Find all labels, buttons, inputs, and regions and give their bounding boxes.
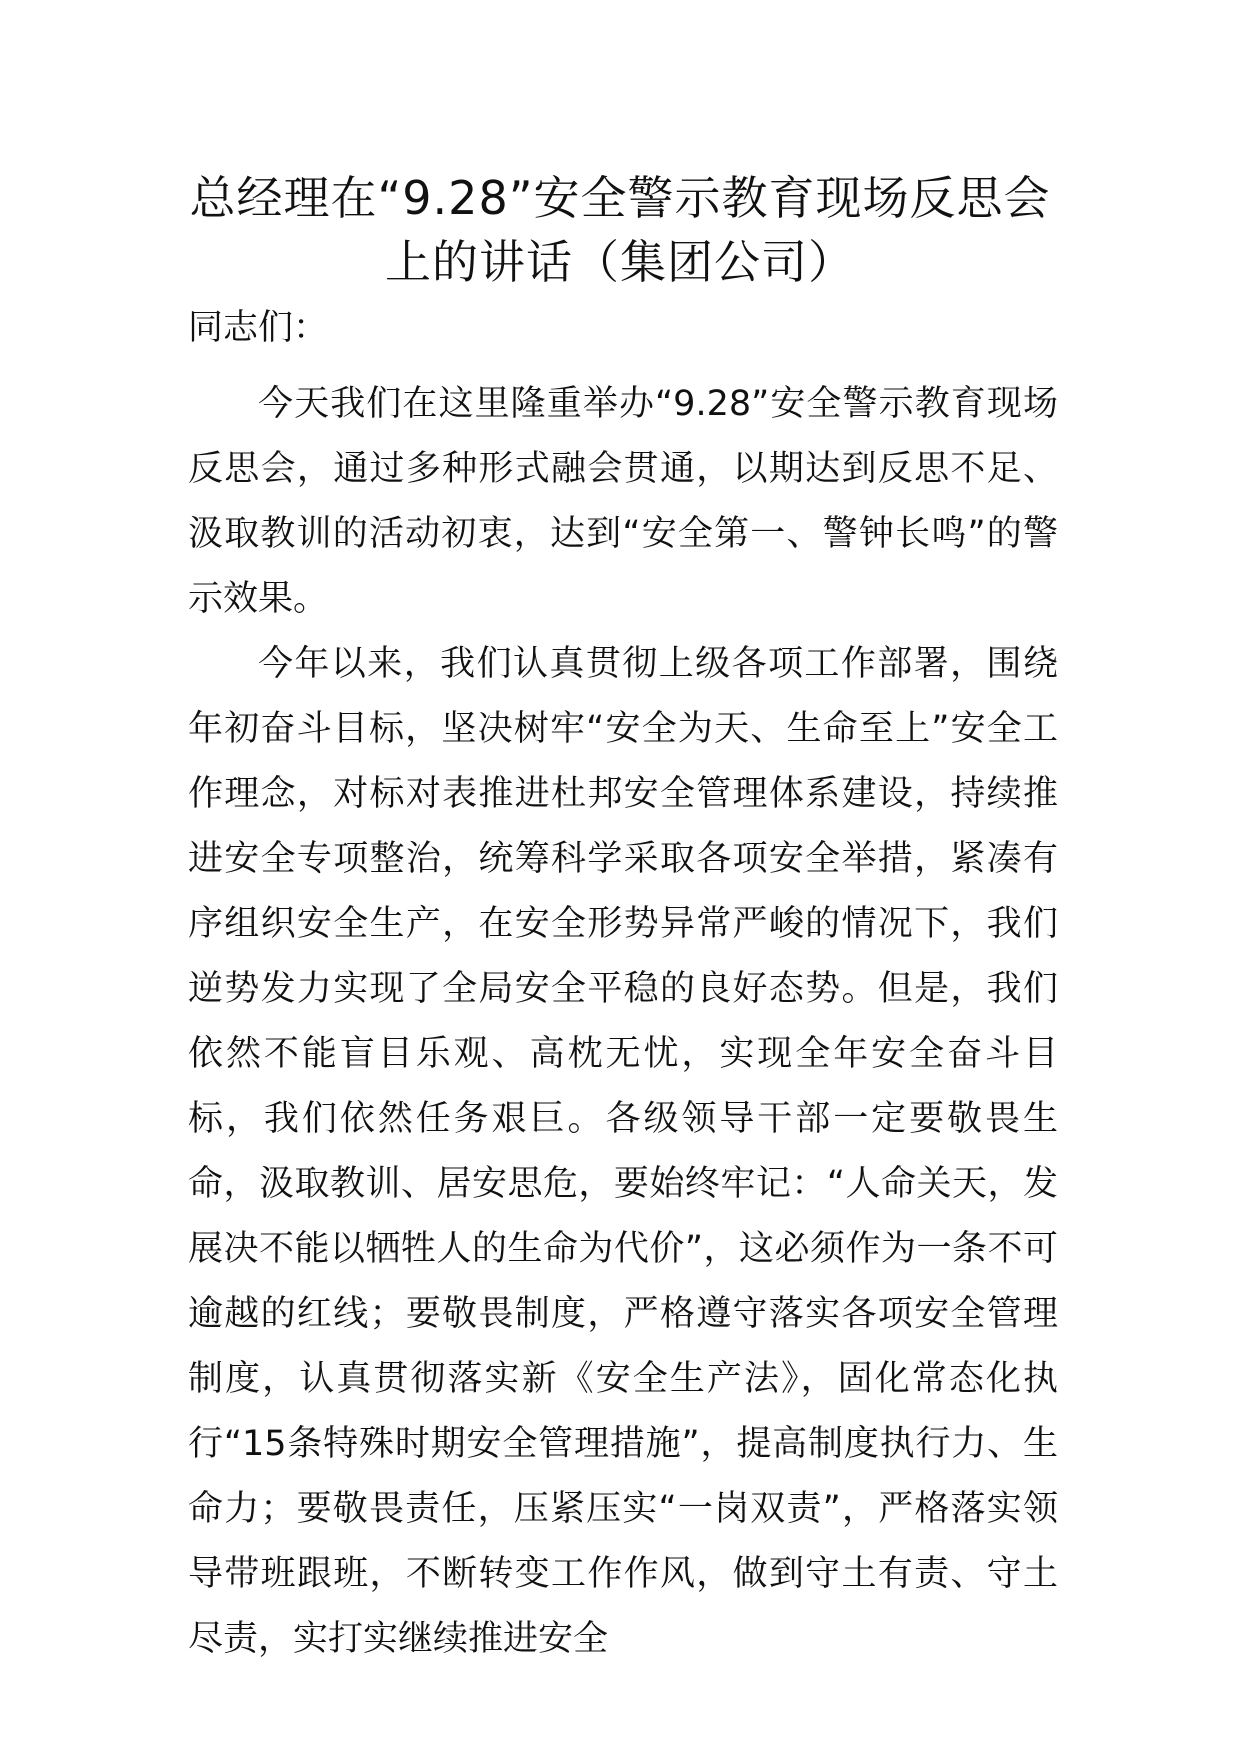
salutation: 同志们： bbox=[188, 308, 329, 348]
paragraph-1: 今天我们在这里隆重举办“9.28”安全警示教育现场反思会，通过多种形式融会贯通，以期达到反思不足、汲取教训的活动初衷，达到“安全第一、警钟长鸣”的警示效果。 bbox=[188, 384, 1058, 619]
paragraph-2: 今年以来，我们认真贯彻上级各项工作部署，围绕年初奋斗目标，坚决树牢“安全为天、生命至上”安全工作理念，对标对表推进杜邦安全管理体系建设，持续推进安全专项整治，统筹科学采取各项安全举措，紧凑有序组织安全生产，在安全形势异常严峻的情况下，我们逆势发力实现了全局安全平稳的良好态势。但是，我们依然不能盲目乐观、高枕无忧，实现全年安全奋斗目标，我们依然任务艰巨。各级领导干部一定要敬畏生命，汲取教训、居安思危，要始终牢记：“人命关天，发展决不能以牺牲人的生命为代价”，这必须作为一条不可逾越的红线；要敬畏制度，严格遵守落实各项安全管理制度，认真贯彻落实新《安全生产法》，固化常态化执行“15条特殊时期安全管理措施”，提高制度执行力、生命力；要敬畏责任，压紧压实“一岗双责”，严格落实领导带班跟班，不断转变工作作风，做到守土有责、守土尽责，实打实继续推进安全 bbox=[188, 644, 1058, 1659]
document-title bbox=[180, 166, 1060, 294]
title-line-1: 总经理在“9.28”安全警示教育现场反思会 bbox=[189, 171, 1051, 225]
document-body bbox=[188, 372, 1058, 1672]
title-line-2: 上的讲话（集团公司） bbox=[385, 235, 855, 289]
